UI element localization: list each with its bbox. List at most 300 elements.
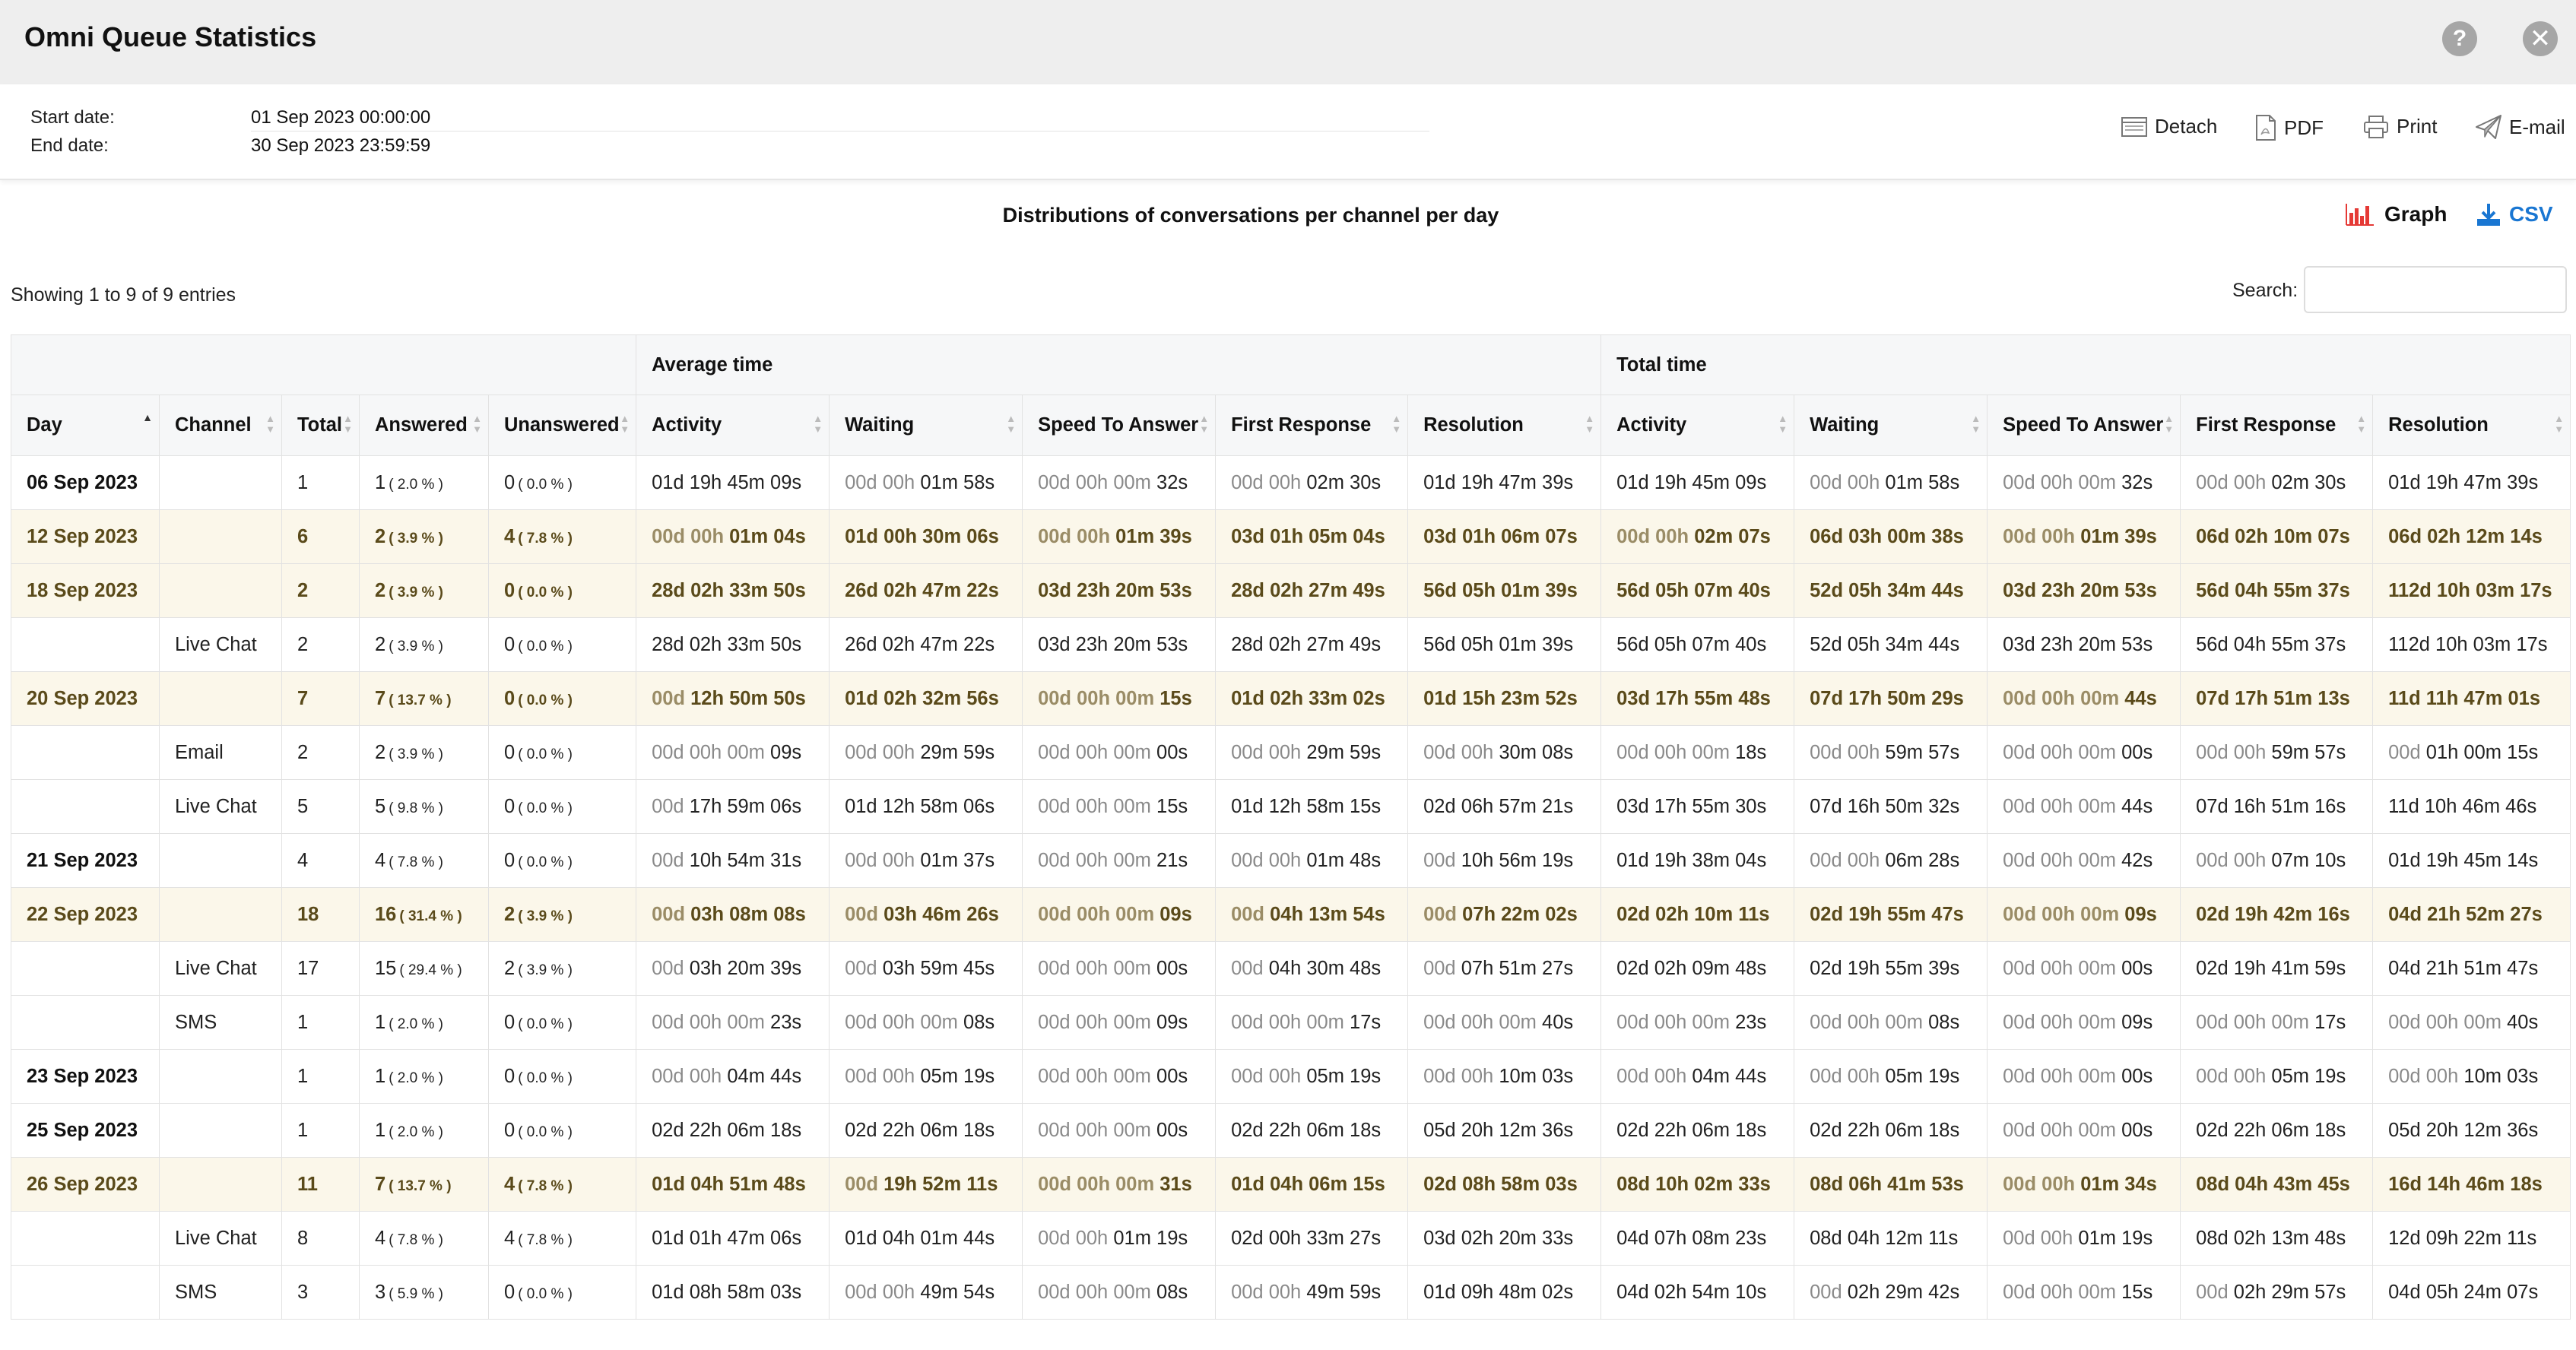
time-cell: 03d 23h 20m 53s (1988, 564, 2181, 618)
entries-info: Showing 1 to 9 of 9 entries (11, 284, 236, 306)
day-cell (11, 1212, 160, 1266)
time-cell: 00d 00h 00m 15s (1023, 672, 1216, 726)
pdf-icon (2255, 115, 2276, 141)
unanswered-count: 0 (504, 1119, 516, 1141)
day-cell (11, 618, 160, 672)
time-cell: 01d 01h 47m 06s (636, 1212, 830, 1266)
time-cell: 26d 02h 47m 22s (830, 564, 1023, 618)
column-header-label: First Response (2196, 414, 2336, 436)
day-cell (11, 1266, 160, 1320)
total-cell: 2 (282, 564, 360, 618)
unanswered-count: 0 (504, 471, 516, 493)
time-cell: 00d 00h 00m 23s (636, 996, 830, 1050)
time-cell: 01d 08h 58m 03s (636, 1266, 830, 1320)
time-cell: 00d 00h 01m 48s (1216, 834, 1408, 888)
channel-cell: Email (160, 726, 282, 780)
unanswered-percent: ( 7.8 % ) (518, 530, 573, 547)
time-cell: 00d 02h 29m 57s (2181, 1266, 2373, 1320)
table-row (11, 1104, 2571, 1158)
graph-button[interactable] (2345, 202, 2447, 227)
start-date-label: Start date: (30, 107, 115, 128)
unanswered-cell (489, 1050, 636, 1104)
printer-icon (2363, 116, 2389, 138)
detach-icon (2121, 116, 2147, 138)
channel-cell: Live Chat (160, 780, 282, 834)
time-cell: 03d 17h 55m 30s (1601, 780, 1794, 834)
unanswered-percent: ( 7.8 % ) (518, 1231, 573, 1248)
total-cell: 2 (282, 618, 360, 672)
time-cell: 08d 04h 12m 11s (1794, 1212, 1988, 1266)
channel-cell (160, 510, 282, 564)
day-cell: 23 Sep 2023 (11, 1050, 160, 1104)
answered-cell (360, 942, 489, 996)
answered-percent: ( 13.7 % ) (389, 692, 452, 708)
search-label: Search: (2232, 280, 2298, 301)
time-cell: 04d 21h 51m 47s (2373, 942, 2571, 996)
column-header[interactable] (282, 395, 360, 456)
column-header-label: Activity (1616, 414, 1687, 436)
time-cell: 00d 00h 00m 15s (1023, 780, 1216, 834)
column-header[interactable] (489, 395, 636, 456)
answered-count: 1 (375, 1119, 386, 1141)
time-cell: 11d 10h 46m 46s (2373, 780, 2571, 834)
time-cell: 07d 16h 50m 32s (1794, 780, 1988, 834)
column-header[interactable] (11, 395, 160, 456)
search-input[interactable] (2304, 266, 2567, 313)
sort-icon: ▲ ▼ (265, 413, 275, 435)
detach-label: Detach (2155, 115, 2218, 138)
unanswered-cell (489, 1104, 636, 1158)
time-cell: 00d 00h 10m 03s (2373, 1050, 2571, 1104)
time-cell: 00d 17h 59m 06s (636, 780, 830, 834)
answered-count: 2 (375, 633, 386, 655)
unanswered-percent: ( 0.0 % ) (518, 1123, 573, 1140)
time-cell: 02d 08h 58m 03s (1408, 1158, 1601, 1212)
unanswered-percent: ( 0.0 % ) (518, 1285, 573, 1302)
time-cell: 02d 19h 55m 47s (1794, 888, 1988, 942)
channel-cell: SMS (160, 996, 282, 1050)
time-cell: 00d 03h 20m 39s (636, 942, 830, 996)
time-cell: 00d 00h 00m 09s (1988, 996, 2181, 1050)
table-row (11, 726, 2571, 780)
answered-percent: ( 2.0 % ) (389, 476, 443, 493)
unanswered-count: 2 (504, 903, 516, 925)
time-cell: 00d 00h 00m 40s (1408, 996, 1601, 1050)
time-cell: 00d 00h 29m 59s (830, 726, 1023, 780)
total-cell: 1 (282, 996, 360, 1050)
answered-cell (360, 834, 489, 888)
sort-icon: ▲ ▼ (2356, 413, 2367, 435)
time-cell: 56d 05h 07m 40s (1601, 618, 1794, 672)
column-header[interactable] (1794, 395, 1988, 456)
time-cell: 56d 05h 01m 39s (1408, 618, 1601, 672)
paper-plane-icon (2476, 115, 2501, 139)
answered-percent: ( 7.8 % ) (389, 1231, 443, 1248)
column-header[interactable] (830, 395, 1023, 456)
time-cell: 01d 12h 58m 15s (1216, 780, 1408, 834)
csv-download-button[interactable] (2476, 202, 2553, 227)
total-cell: 1 (282, 456, 360, 510)
time-cell: 00d 00h 00m 32s (1988, 456, 2181, 510)
time-cell: 02d 19h 42m 16s (2181, 888, 2373, 942)
day-cell (11, 780, 160, 834)
time-cell: 00d 00h 00m 18s (1601, 726, 1794, 780)
column-header-label: First Response (1231, 414, 1372, 436)
answered-count: 1 (375, 1065, 386, 1087)
time-cell: 00d 00h 00m 00s (1023, 942, 1216, 996)
channel-cell (160, 888, 282, 942)
unanswered-percent: ( 0.0 % ) (518, 584, 573, 601)
time-cell: 56d 05h 07m 40s (1601, 564, 1794, 618)
column-header-label: Total (297, 414, 343, 436)
unanswered-cell (489, 1158, 636, 1212)
pdf-button[interactable] (2255, 115, 2324, 141)
table-row (11, 672, 2571, 726)
time-cell: 01d 19h 38m 04s (1601, 834, 1794, 888)
column-header-label: Activity (652, 414, 722, 436)
unanswered-percent: ( 0.0 % ) (518, 692, 573, 708)
column-header-label: Waiting (845, 414, 915, 436)
column-header-label: Answered (375, 414, 468, 436)
channel-cell: Live Chat (160, 1212, 282, 1266)
time-cell: 02d 22h 06m 18s (1216, 1104, 1408, 1158)
day-cell (11, 942, 160, 996)
time-cell: 01d 19h 47m 39s (2373, 456, 2571, 510)
unanswered-cell (489, 888, 636, 942)
table-row (11, 1050, 2571, 1104)
time-cell: 02d 22h 06m 18s (830, 1104, 1023, 1158)
time-cell: 00d 00h 00m 23s (1601, 996, 1794, 1050)
sort-asc-icon: ▲ (142, 411, 153, 423)
total-cell: 17 (282, 942, 360, 996)
answered-cell (360, 888, 489, 942)
unanswered-percent: ( 0.0 % ) (518, 476, 573, 493)
column-header[interactable] (160, 395, 282, 456)
time-cell: 00d 10h 56m 19s (1408, 834, 1601, 888)
channel-cell (160, 834, 282, 888)
table-row (11, 510, 2571, 564)
time-cell: 00d 00h 01m 19s (1988, 1212, 2181, 1266)
total-cell: 4 (282, 834, 360, 888)
time-cell: 00d 00h 00m 00s (1988, 1050, 2181, 1104)
time-cell: 26d 02h 47m 22s (830, 618, 1023, 672)
unanswered-count: 0 (504, 633, 516, 655)
time-cell: 00d 00h 00m 00s (1988, 1104, 2181, 1158)
group-header-average: Average time (636, 335, 1601, 395)
answered-count: 1 (375, 1011, 386, 1033)
answered-percent: ( 2.0 % ) (389, 1070, 443, 1086)
time-cell: 01d 02h 33m 02s (1216, 672, 1408, 726)
sort-icon: ▲ ▼ (813, 413, 823, 435)
unanswered-count: 2 (504, 957, 516, 979)
unanswered-cell (489, 564, 636, 618)
time-cell: 02d 22h 06m 18s (1601, 1104, 1794, 1158)
channel-cell (160, 1050, 282, 1104)
csv-label: CSV (2509, 202, 2553, 226)
time-cell: 02d 19h 55m 39s (1794, 942, 1988, 996)
answered-percent: ( 7.8 % ) (389, 854, 443, 870)
total-cell: 7 (282, 672, 360, 726)
answered-count: 15 (375, 957, 397, 979)
unanswered-count: 0 (504, 849, 516, 871)
time-cell: 01d 04h 06m 15s (1216, 1158, 1408, 1212)
email-label: E-mail (2509, 115, 2565, 138)
time-cell: 00d 04h 30m 48s (1216, 942, 1408, 996)
time-cell: 00d 00h 00m 00s (1988, 726, 2181, 780)
unanswered-cell (489, 726, 636, 780)
time-cell: 12d 09h 22m 11s (2373, 1212, 2571, 1266)
time-cell: 04d 07h 08m 23s (1601, 1212, 1794, 1266)
unanswered-count: 4 (504, 1227, 516, 1249)
time-cell: 00d 00h 00m 09s (1023, 996, 1216, 1050)
answered-count: 5 (375, 795, 386, 817)
bar-chart-icon (2345, 202, 2375, 227)
print-button[interactable] (2363, 115, 2437, 138)
unanswered-cell (489, 618, 636, 672)
time-cell: 01d 15h 23m 52s (1408, 672, 1601, 726)
answered-cell (360, 1050, 489, 1104)
column-header-label: Speed To Answer (2003, 414, 2164, 436)
download-icon (2476, 202, 2501, 227)
time-cell: 00d 00h 10m 03s (1408, 1050, 1601, 1104)
total-cell: 1 (282, 1050, 360, 1104)
end-date-label: End date: (30, 135, 109, 156)
time-cell: 112d 10h 03m 17s (2373, 618, 2571, 672)
report-subtitle: Distributions of conversations per channel per day (1002, 204, 1499, 227)
table-row (11, 780, 2571, 834)
unanswered-cell (489, 1212, 636, 1266)
answered-percent: ( 29.4 % ) (399, 962, 462, 978)
time-cell: 00d 00h 05m 19s (1794, 1050, 1988, 1104)
time-cell: 00d 00h 00m 42s (1988, 834, 2181, 888)
channel-cell (160, 456, 282, 510)
time-cell: 00d 02h 29m 42s (1794, 1266, 1988, 1320)
unanswered-cell (489, 672, 636, 726)
column-header[interactable] (1023, 395, 1216, 456)
time-cell: 00d 00h 02m 30s (2181, 456, 2373, 510)
time-cell: 00d 00h 30m 08s (1408, 726, 1601, 780)
time-cell: 00d 00h 01m 04s (636, 510, 830, 564)
channel-cell (160, 1104, 282, 1158)
table-row (11, 1266, 2571, 1320)
table-row (11, 1212, 2571, 1266)
sort-icon: ▲ ▼ (1585, 413, 1595, 435)
answered-cell (360, 618, 489, 672)
column-header-label: Unanswered (504, 414, 620, 436)
table-row (11, 456, 2571, 510)
group-header-blank (11, 335, 636, 395)
time-cell: 00d 00h 59m 57s (2181, 726, 2373, 780)
table-row (11, 942, 2571, 996)
unanswered-percent: ( 0.0 % ) (518, 638, 573, 654)
end-date-value: 30 Sep 2023 23:59:59 (251, 135, 431, 156)
sort-icon: ▲ ▼ (2554, 413, 2565, 435)
column-header[interactable] (636, 395, 830, 456)
time-cell: 00d 00h 00m 17s (1216, 996, 1408, 1050)
unanswered-count: 4 (504, 1173, 516, 1195)
unanswered-percent: ( 0.0 % ) (518, 1070, 573, 1086)
time-cell: 02d 19h 41m 59s (2181, 942, 2373, 996)
channel-cell: Live Chat (160, 942, 282, 996)
sort-icon: ▲ ▼ (1971, 413, 1981, 435)
answered-cell (360, 510, 489, 564)
time-cell: 28d 02h 33m 50s (636, 564, 830, 618)
time-cell: 00d 00h 00m 17s (2181, 996, 2373, 1050)
time-cell: 01d 02h 32m 56s (830, 672, 1023, 726)
title-bar (0, 0, 2576, 84)
time-cell: 00d 00h 04m 44s (1601, 1050, 1794, 1104)
sort-icon: ▲ ▼ (2164, 413, 2175, 435)
channel-cell (160, 564, 282, 618)
answered-cell (360, 1158, 489, 1212)
time-cell: 00d 00h 00m 00s (1023, 1104, 1216, 1158)
time-cell: 00d 00h 01m 37s (830, 834, 1023, 888)
answered-count: 7 (375, 1173, 386, 1195)
time-cell: 52d 05h 34m 44s (1794, 618, 1988, 672)
time-cell: 00d 00h 00m 21s (1023, 834, 1216, 888)
column-header[interactable] (1988, 395, 2181, 456)
unanswered-cell (489, 996, 636, 1050)
time-cell: 03d 23h 20m 53s (1023, 618, 1216, 672)
time-cell: 03d 23h 20m 53s (1988, 618, 2181, 672)
time-cell: 00d 00h 05m 19s (830, 1050, 1023, 1104)
time-cell: 00d 00h 29m 59s (1216, 726, 1408, 780)
total-cell: 1 (282, 1104, 360, 1158)
time-cell: 56d 04h 55m 37s (2181, 618, 2373, 672)
window-title: Omni Queue Statistics (24, 21, 317, 52)
time-cell: 56d 05h 01m 39s (1408, 564, 1601, 618)
column-header[interactable] (1601, 395, 1794, 456)
detach-button[interactable] (2121, 115, 2217, 138)
total-cell: 11 (282, 1158, 360, 1212)
answered-count: 2 (375, 741, 386, 763)
time-cell: 00d 00h 00m 00s (1023, 1050, 1216, 1104)
unanswered-percent: ( 3.9 % ) (518, 908, 573, 924)
time-cell: 06d 02h 10m 07s (2181, 510, 2373, 564)
statistics-table (11, 334, 2571, 1320)
time-cell: 04d 05h 24m 07s (2373, 1266, 2571, 1320)
unanswered-cell (489, 1266, 636, 1320)
sort-icon: ▲ ▼ (472, 413, 482, 435)
time-cell: 01d 00h 30m 06s (830, 510, 1023, 564)
time-cell: 01d 19h 45m 14s (2373, 834, 2571, 888)
close-circle-icon[interactable]: ✕ (2523, 21, 2558, 56)
time-cell: 00d 00h 00m 09s (1988, 888, 2181, 942)
answered-cell (360, 1266, 489, 1320)
divider (251, 131, 1429, 132)
answered-cell (360, 996, 489, 1050)
time-cell: 04d 02h 54m 10s (1601, 1266, 1794, 1320)
unanswered-cell (489, 942, 636, 996)
column-header-label: Day (27, 414, 62, 436)
unanswered-count: 0 (504, 1281, 516, 1303)
time-cell: 01d 04h 01m 44s (830, 1212, 1023, 1266)
time-cell: 00d 00h 00m 15s (1988, 1266, 2181, 1320)
time-cell: 00d 00h 04m 44s (636, 1050, 830, 1104)
table-row (11, 564, 2571, 618)
time-cell: 03d 01h 05m 04s (1216, 510, 1408, 564)
table-row (11, 996, 2571, 1050)
column-header[interactable] (1408, 395, 1601, 456)
answered-count: 2 (375, 525, 386, 547)
day-cell: 06 Sep 2023 (11, 456, 160, 510)
sort-icon: ▲ ▼ (343, 413, 353, 435)
time-cell: 00d 00h 01m 39s (1023, 510, 1216, 564)
column-header-label: Waiting (1810, 414, 1880, 436)
time-cell: 00d 07h 51m 27s (1408, 942, 1601, 996)
time-cell: 52d 05h 34m 44s (1794, 564, 1988, 618)
time-cell: 112d 10h 03m 17s (2373, 564, 2571, 618)
column-header[interactable] (360, 395, 489, 456)
time-cell: 11d 11h 47m 01s (2373, 672, 2571, 726)
time-cell: 00d 00h 05m 19s (1216, 1050, 1408, 1104)
time-cell: 00d 00h 00m 32s (1023, 456, 1216, 510)
time-cell: 00d 03h 46m 26s (830, 888, 1023, 942)
time-cell: 02d 06h 57m 21s (1408, 780, 1601, 834)
time-cell: 28d 02h 27m 49s (1216, 618, 1408, 672)
answered-percent: ( 2.0 % ) (389, 1016, 443, 1032)
unanswered-count: 0 (504, 1011, 516, 1033)
time-cell: 01d 12h 58m 06s (830, 780, 1023, 834)
answered-count: 1 (375, 471, 386, 493)
time-cell: 00d 00h 00m 31s (1023, 1158, 1216, 1212)
answered-count: 16 (375, 903, 397, 925)
time-cell: 06d 03h 00m 38s (1794, 510, 1988, 564)
answered-cell (360, 780, 489, 834)
day-cell: 25 Sep 2023 (11, 1104, 160, 1158)
time-cell: 00d 00h 05m 19s (2181, 1050, 2373, 1104)
unanswered-cell (489, 780, 636, 834)
day-cell (11, 726, 160, 780)
day-cell: 12 Sep 2023 (11, 510, 160, 564)
time-cell: 00d 00h 02m 07s (1601, 510, 1794, 564)
time-cell: 02d 02h 10m 11s (1601, 888, 1794, 942)
time-cell: 00d 00h 00m 44s (1988, 672, 2181, 726)
channel-cell (160, 672, 282, 726)
total-cell: 2 (282, 726, 360, 780)
answered-cell (360, 456, 489, 510)
email-button[interactable] (2476, 115, 2565, 139)
time-cell: 08d 10h 02m 33s (1601, 1158, 1794, 1212)
answered-count: 4 (375, 1227, 386, 1249)
unanswered-count: 0 (504, 795, 516, 817)
total-cell: 8 (282, 1212, 360, 1266)
column-header[interactable] (2373, 395, 2571, 456)
time-cell: 01d 19h 47m 39s (1408, 456, 1601, 510)
time-cell: 07d 17h 51m 13s (2181, 672, 2373, 726)
channel-cell: Live Chat (160, 618, 282, 672)
time-cell: 02d 02h 09m 48s (1601, 942, 1794, 996)
unanswered-count: 0 (504, 741, 516, 763)
time-cell: 06d 02h 12m 14s (2373, 510, 2571, 564)
sort-icon: ▲ ▼ (1199, 413, 1210, 435)
question-circle-icon[interactable]: ? (2442, 21, 2477, 56)
time-cell: 03d 17h 55m 48s (1601, 672, 1794, 726)
time-cell: 00d 00h 00m 08s (1023, 1266, 1216, 1320)
time-cell: 00d 00h 00m 00s (1023, 726, 1216, 780)
column-header[interactable] (1216, 395, 1408, 456)
column-header[interactable] (2181, 395, 2373, 456)
time-cell: 00d 00h 00m 08s (830, 996, 1023, 1050)
unanswered-percent: ( 0.0 % ) (518, 746, 573, 762)
time-cell: 04d 21h 52m 27s (2373, 888, 2571, 942)
time-cell: 00d 03h 08m 08s (636, 888, 830, 942)
total-cell: 3 (282, 1266, 360, 1320)
print-label: Print (2397, 115, 2438, 138)
answered-cell (360, 1104, 489, 1158)
unanswered-cell (489, 834, 636, 888)
time-cell: 05d 20h 12m 36s (2373, 1104, 2571, 1158)
